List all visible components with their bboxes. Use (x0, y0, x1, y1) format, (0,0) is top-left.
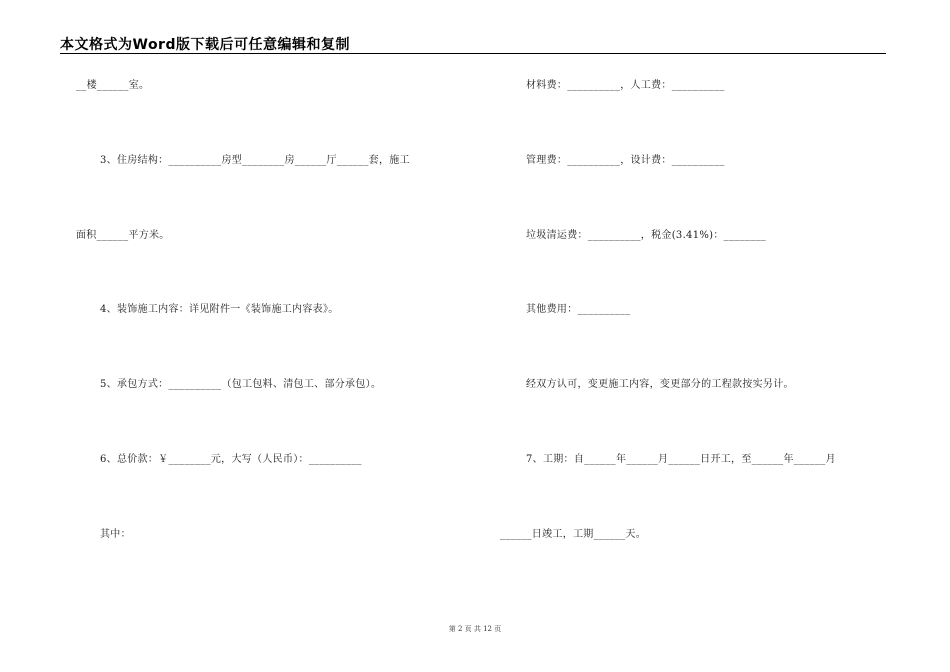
left-line-content: 4、装饰施工内容：详见附件一《装饰施工内容表》。 (100, 304, 339, 315)
right-line-change-note: 经双方认可，变更施工内容，变更部分的工程款按实另计。 (526, 379, 794, 390)
right-line-garbage-tax: 垃圾清运费：__________，税金(3.41%)：________ (526, 230, 767, 241)
right-line-management-design: 管理费：__________，设计费：__________ (526, 155, 725, 166)
right-line-completion: ______日竣工，工期______天。 (500, 529, 646, 540)
right-line-other-fees: 其他费用：__________ (526, 304, 631, 315)
left-line-total-price: 6、总价款：￥________元，大写（人民币）：__________ (100, 454, 362, 465)
document-header-title: 本文格式为Word版下载后可任意编辑和复制 (60, 37, 350, 53)
left-line-area: 面积______平方米。 (76, 230, 170, 241)
right-line-material-labor: 材料费：__________，人工费：__________ (526, 80, 725, 91)
left-line-structure: 3、住房结构：__________房型________房______厅______套，施工 (100, 155, 410, 166)
left-line-room: __楼______室。 (76, 80, 150, 91)
page-number-footer: 第 2 页 共 12 页 (448, 625, 502, 633)
left-line-contract-mode: 5、承包方式：__________（包工包料、清包工、部分承包）。 (100, 379, 382, 390)
header-divider (60, 53, 886, 54)
left-line-among: 其中： (100, 529, 131, 540)
right-line-schedule: 7、工期：自______年______月______日开工，至______年______月 (526, 454, 836, 465)
